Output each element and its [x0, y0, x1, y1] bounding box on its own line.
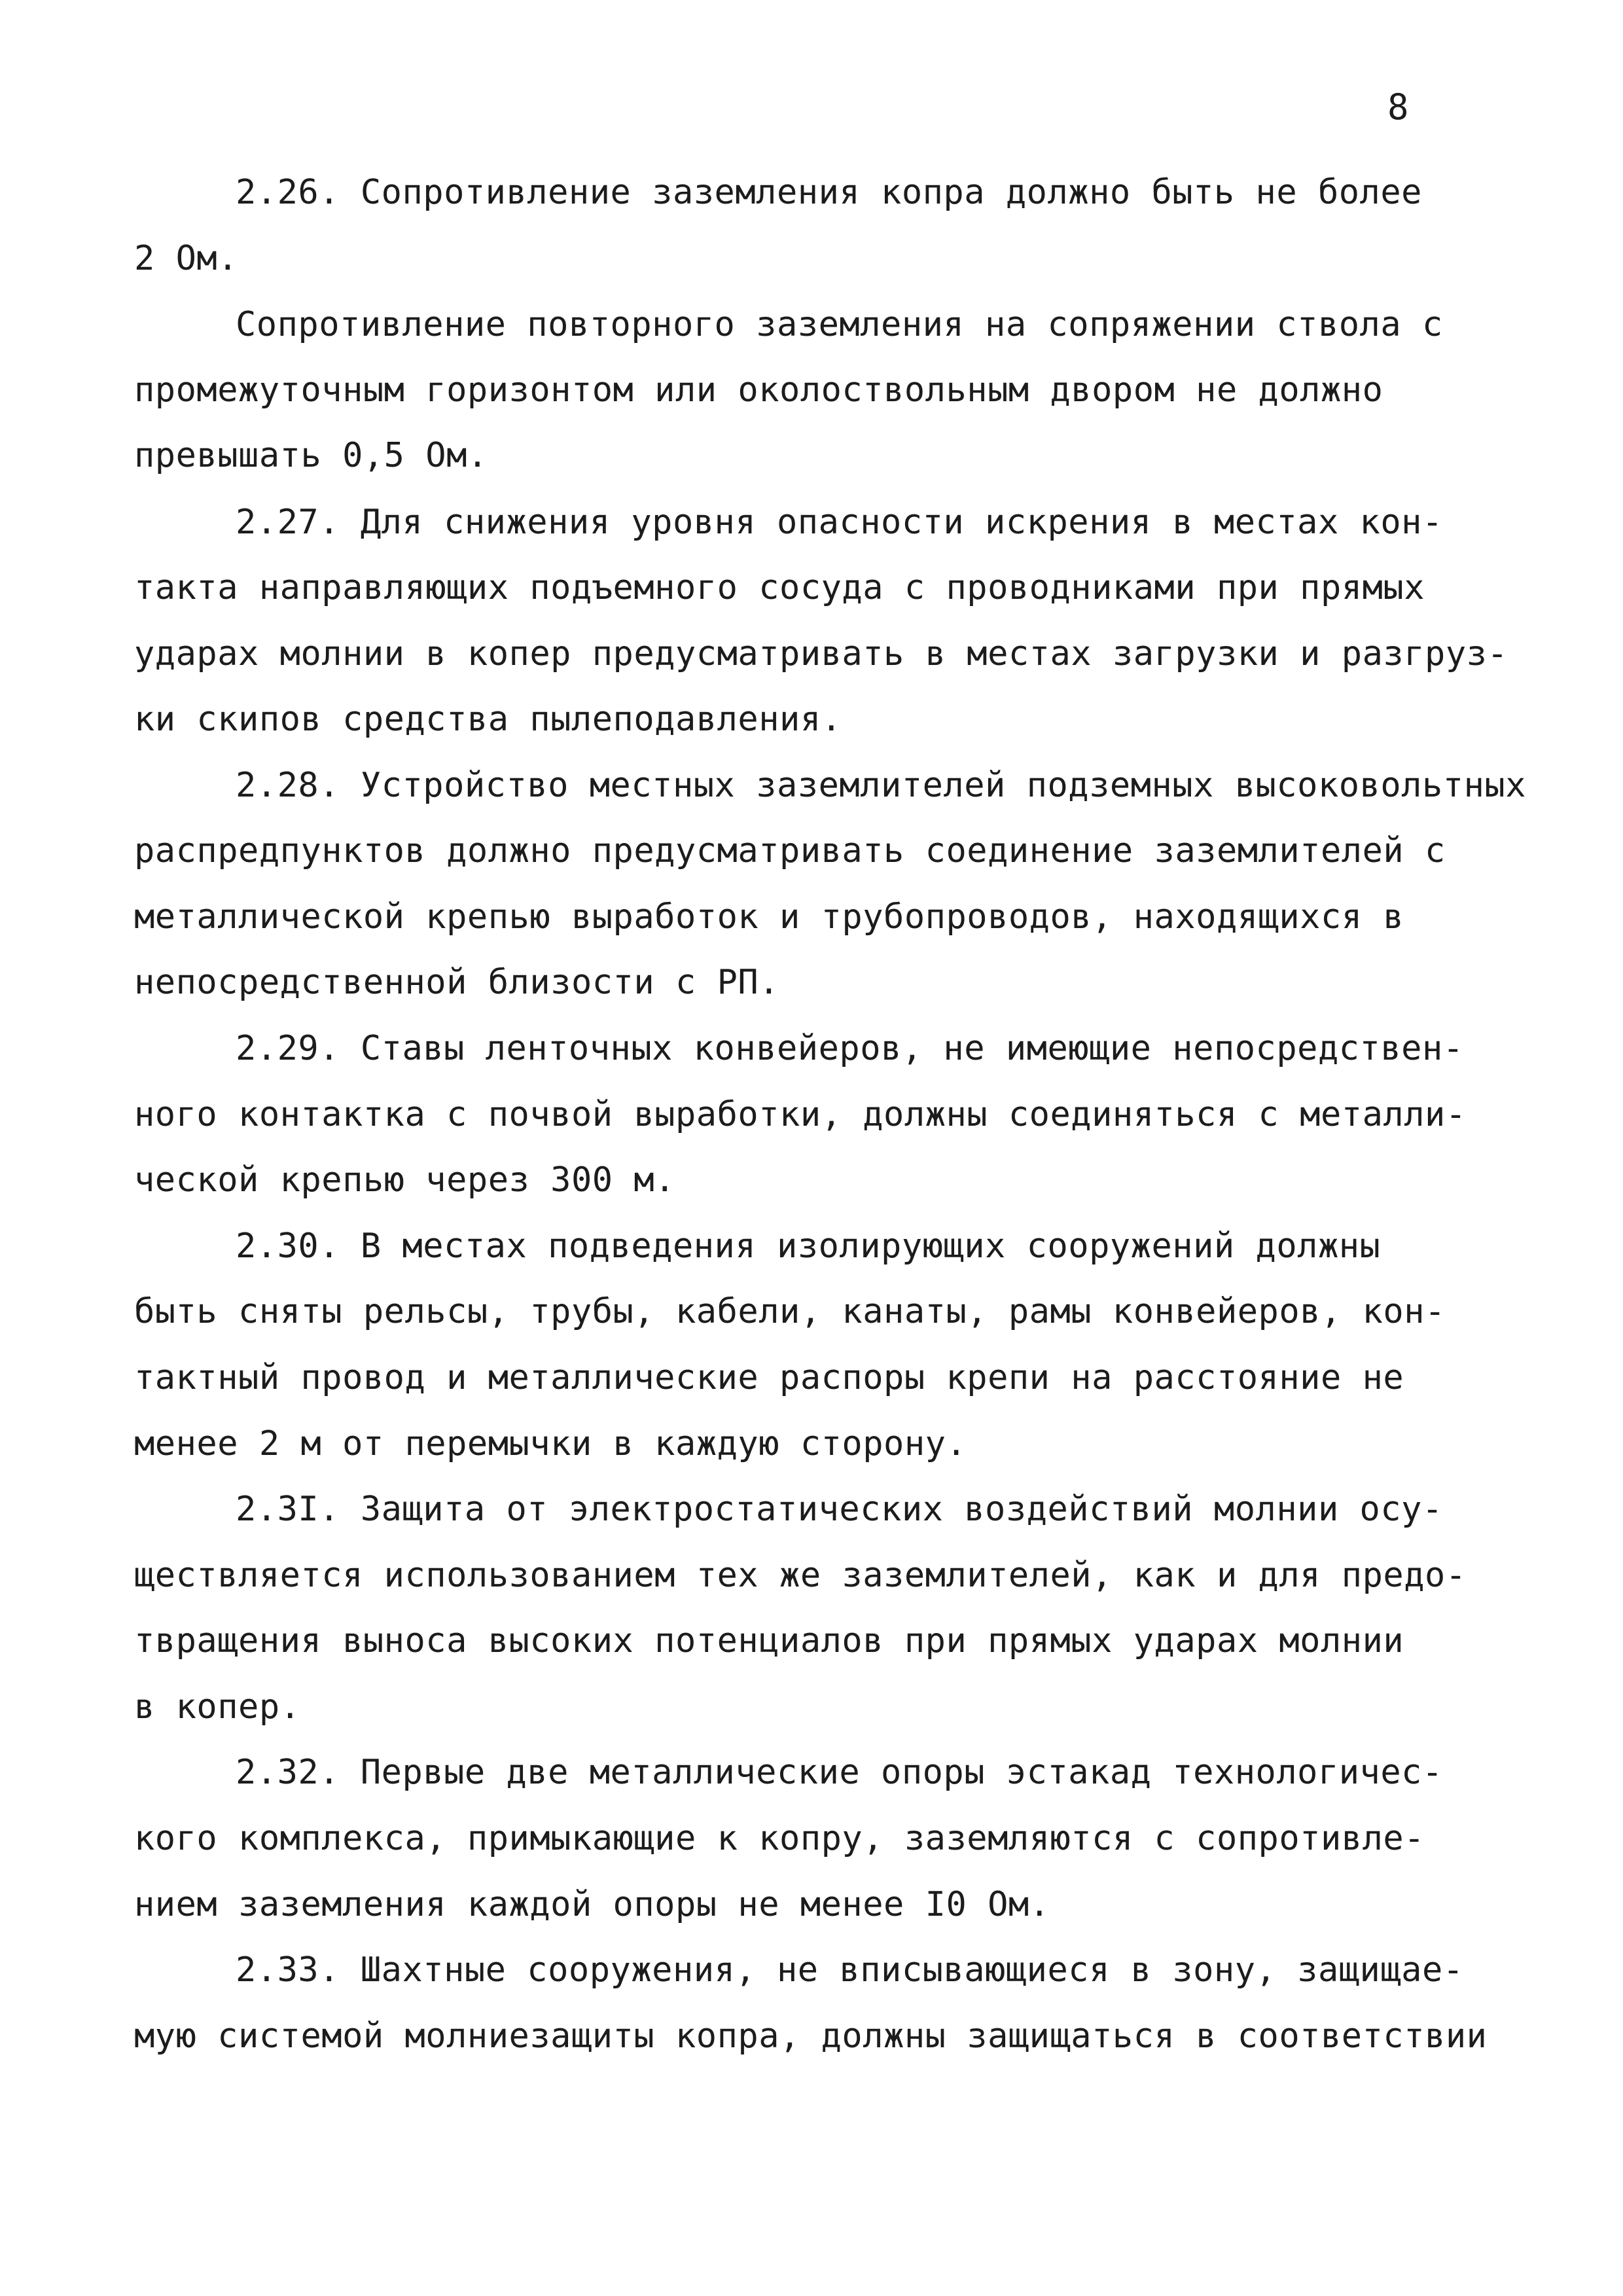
text-line: 2.30. В местах подведения изолирующих сооружений должны	[236, 1227, 1381, 1266]
text-line: ного контактка с почвой выработки, должны соединяться с металли-	[134, 1095, 1467, 1134]
text-line: 2.28. Устройство местных заземлителей подземных высоковольтных	[236, 766, 1527, 805]
text-line: кого комплекса, примыкающие к копру, заземляются с сопротивле-	[134, 1819, 1425, 1858]
text-line: такта направляющих подъемного сосуда с проводниками при прямых	[134, 568, 1425, 607]
text-line: быть сняты рельсы, трубы, кабели, канаты, рамы конвейеров, кон-	[134, 1292, 1446, 1331]
text-line: 2.32. Первые две металлические опоры эстакад технологичес-	[236, 1753, 1443, 1792]
text-line: ществляется использованием тех же заземлителей, как и для предо-	[134, 1556, 1467, 1595]
text-line: 2.3I. Защита от электростатических воздействий молнии осу-	[236, 1490, 1443, 1529]
text-line: ударах молнии в копер предусматривать в местах загрузки и разгруз-	[134, 634, 1508, 673]
text-line: нием заземления каждой опоры не менее I0 Ом.	[134, 1885, 1050, 1924]
text-line: 2.27. Для снижения уровня опасности искрения в местах кон-	[236, 503, 1443, 542]
text-line: непосредственной близости с РП.	[134, 963, 780, 1002]
text-line: металлической крепью выработок и трубопроводов, находящихся в	[134, 897, 1404, 937]
text-line: тактный провод и металлические распоры крепи на расстояние не	[134, 1358, 1404, 1397]
text-line: твращения выноса высоких потенциалов при прямых ударах молнии	[134, 1621, 1404, 1660]
text-line: Сопротивление повторного заземления на сопряжении ствола с	[236, 305, 1443, 344]
text-line: распредпунктов должно предусматривать соединение заземлителей с	[134, 831, 1446, 870]
text-line: превышать 0,5 Ом.	[134, 436, 488, 475]
text-line: мую системой молниезащиты копра, должны защищаться в соответствии	[134, 2017, 1488, 2056]
text-line: в копер.	[134, 1687, 301, 1727]
text-line: 2.26. Сопротивление заземления копра должно быть не более	[236, 173, 1422, 212]
text-line: 2.29. Ставы ленточных конвейеров, не имеющие непосредствен-	[236, 1029, 1464, 1068]
text-line: ческой крепью через 300 м.	[134, 1160, 675, 1200]
text-line: 2.33. Шахтные сооружения, не вписывающиеся в зону, защищае-	[236, 1950, 1464, 1990]
text-line: ки скипов средства пылеподавления.	[134, 700, 842, 739]
text-line: менее 2 м от перемычки в каждую сторону.	[134, 1424, 967, 1463]
page-number: 8	[1387, 86, 1409, 128]
text-line: 2 Ом.	[134, 239, 239, 278]
text-line: промежуточным горизонтом или околоствольным двором не должно	[134, 370, 1383, 410]
